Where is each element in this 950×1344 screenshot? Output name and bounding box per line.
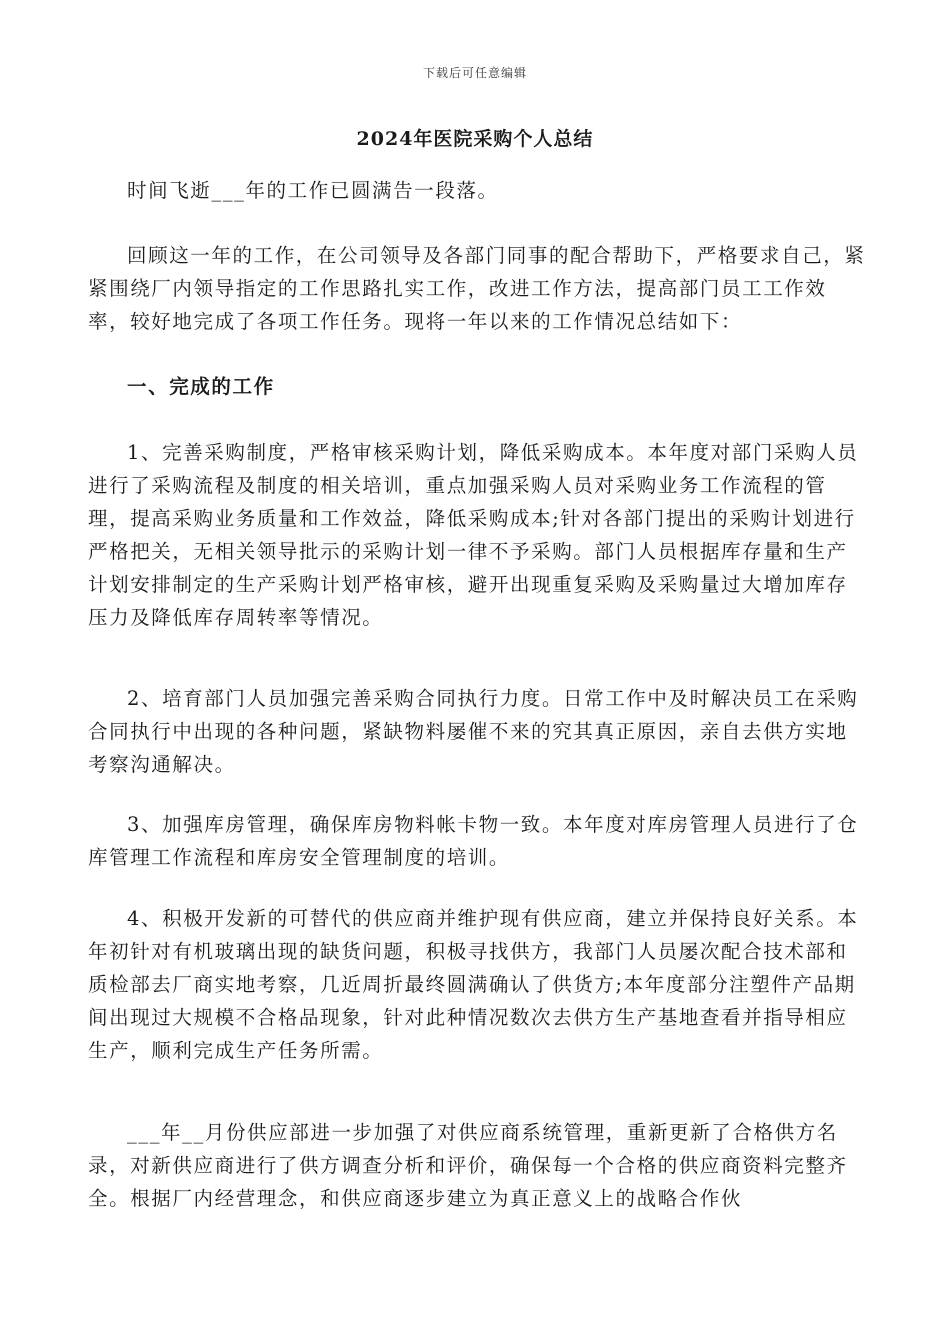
item-4-block [88,902,868,1067]
review-paragraph-block [88,239,868,338]
item-2-block [88,682,868,781]
item-paragraph: 4、积极开发新的可替代的供应商并维护现有供应商，建立并保持良好关系。本年初针对有机玻璃出现的缺货问题，积极寻找供方，我部门人员屡次配合技术部和质检部去厂商实地考察，几近周折最终圆满确认了供货方;本年度部分注塑件产品期间出现过大规模不合格品现象，针对此种情况数次去供方生产基地查看并指导相应生产，顺利完成生产任务所需。 [88,907,859,1062]
item-3-block [88,808,868,874]
item-paragraph: 3、加强库房管理，确保库房物料帐卡物一致。本年度对库房管理人员进行了仓库管理工作流程和库房安全管理制度的培训。 [88,813,859,869]
section-heading: 一、完成的工作 [127,375,275,398]
item-1-block [88,436,868,634]
section-heading-block [88,370,868,403]
item-paragraph: 2、培育部门人员加强完善采购合同执行力度。日常工作中及时解决员工在采购合同执行中出现的各种问题，紧缺物料屡催不来的究其真正原因，亲自去供方实地考察沟通解决。 [88,687,859,776]
page-title: 2024年医院采购个人总结 [356,128,594,150]
intro-paragraph-block [88,174,868,207]
item-paragraph: ___年__月份供应部进一步加强了对供应商系统管理，重新更新了合格供方名录，对新供应商进行了供方调查分析和评价，确保每一个合格的供应商资料完整齐全。根据厂内经营理念，和供应商逐步建立为真正意义上的战略合作伙 [88,1121,848,1210]
review-paragraph: 回顾这一年的工作，在公司领导及各部门同事的配合帮助下，严格要求自己，紧紧围绕厂内领导指定的工作思路扎实工作，改进工作方法，提高部门员工工作效率，较好地完成了各项工作任务。现将一年以来的工作情况总结如下： [88,244,866,333]
intro-paragraph: 时间飞逝___年的工作已圆满告一段落。 [127,179,499,202]
header-note: 下载后可任意编辑 [422,66,527,80]
item-5-block [88,1116,868,1215]
item-paragraph: 1、完善采购制度，严格审核采购计划，降低采购成本。本年度对部门采购人员进行了采购流程及制度的相关培训，重点加强采购人员对采购业务工作流程的管理，提高采购业务质量和工作效益，降低采购成本;针对各部门提出的采购计划进行严格把关，无相关领导批示的采购计划一律不予采购。部门人员根据库存量和生产计划安排制定的生产采购计划严格审核，避开出现重复采购及采购量过大增加库存压力及降低库存周转率等情况。 [88,441,859,629]
